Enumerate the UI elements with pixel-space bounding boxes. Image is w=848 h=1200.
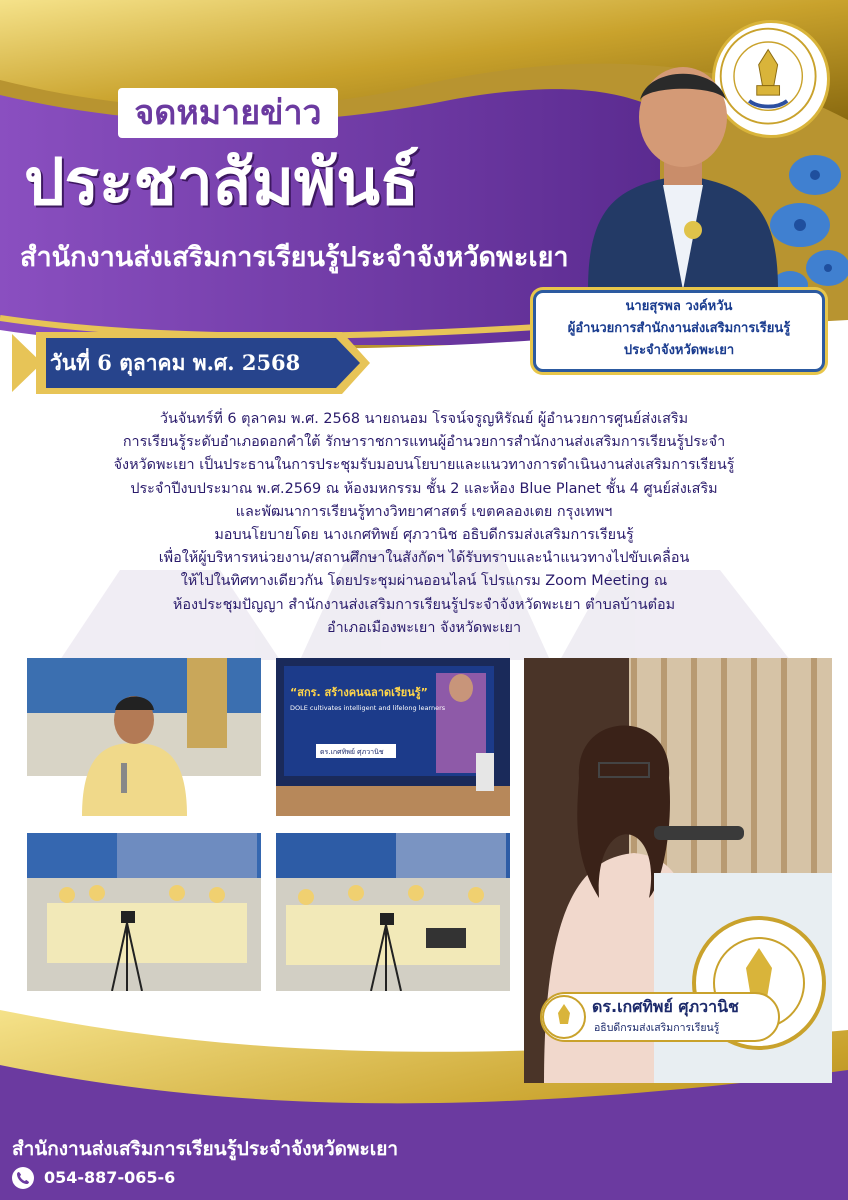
article-line: จังหวัดพะเยา เป็นประธานในการประชุมรับมอบนโยบายและแนวทางการดำเนินงานส่งเสริมการเรียนรู้ [113,457,735,474]
slide-subline: DOLE cultivates intelligent and lifelong learners [290,704,446,712]
article-line: ให้ไปในทิศทางเดียวกัน โดยประชุมผ่านออนไลน์ โปรแกรม Zoom Meeting ณ [180,573,668,590]
date-text: วันที่ 6 ตุลาคม พ.ศ. 2568 [50,350,301,375]
article-line: เพื่อให้ผู้บริหารหน่วยงาน/สถานศึกษาในสังกัดฯ ได้รับทราบและนำแนวทางไปขับเคลื่อน [158,550,690,567]
meeting-photo-chair [27,658,261,816]
article-body [40,408,808,640]
speaker-name: ดร.เกศทิพย์ ศุภวานิช [592,997,739,1016]
office-name: สำนักงานส่งเสริมการเรียนรู้ประจำจังหวัดพะเยา [20,242,569,273]
slide-headline: “สกร. สร้างคนฉลาดเรียนรู้” [290,686,428,699]
director-name: นายสุรพล วงค์หวัน [625,299,733,314]
speaker-title: อธิบดีกรมส่งเสริมการเรียนรู้ [594,1022,720,1034]
article-line: และพัฒนาการเรียนรู้ทางวิทยาศาสตร์ เขตคลองเตย กรุงเทพฯ [235,503,613,520]
footer-phone[interactable]: 054-887-065-6 [44,1168,176,1187]
slide-speaker-name: ดร.เกศทิพย์ ศุภวานิช [320,748,384,756]
meeting-room-photo-2 [276,833,510,991]
article-line: อำเภอเมืองพะเยา จังหวัดพะเยา [326,619,522,636]
phone-icon [12,1167,34,1189]
newsletter-kicker: จดหมายข่าว [118,88,338,138]
caption-seal-icon [541,994,587,1040]
article-line: ประจำปีงบประมาณ พ.ศ.2569 ณ ห้องมหกรรม ชั้น 2 และห้อง Blue Planet ชั้น 4 ศูนย์ส่งเสริม [130,480,718,497]
presentation-slide-photo [276,658,510,816]
article-line: การเรียนรู้ระดับอำเภอดอกคำใต้ รักษาราชการแทนผู้อำนวยการสำนักงานส่งเสริมการเรียนรู้ประจำ [122,434,726,451]
article-line: มอบนโยบายโดย นางเกศทิพย์ ศุภวานิช อธิบดีกรมส่งเสริมการเรียนรู้ [214,527,634,544]
meeting-room-photo-1 [27,833,261,991]
director-province: ประจำจังหวัดพะเยา [623,343,735,358]
director-card [533,290,825,372]
article-line: ห้องประชุมปัญญา สำนักงานส่งเสริมการเรียนรู้ประจำจังหวัดพะเยา ตำบลบ้านต๋อม [172,596,676,613]
footer-office-name: สำนักงานส่งเสริมการเรียนรู้ประจำจังหวัดพะเยา [12,1138,399,1160]
director-position: ผู้อำนวยการสำนักงานส่งเสริมการเรียนรู้ [567,321,791,336]
newsletter-title: ประชาสัมพันธ์ [24,146,419,220]
article-line: วันจันทร์ที่ 6 ตุลาคม พ.ศ. 2568 นายถนอม โรจน์จรูญหิรัณย์ ผู้อำนวยการศูนย์ส่งเสริม [159,411,689,427]
director-photo [578,55,788,290]
